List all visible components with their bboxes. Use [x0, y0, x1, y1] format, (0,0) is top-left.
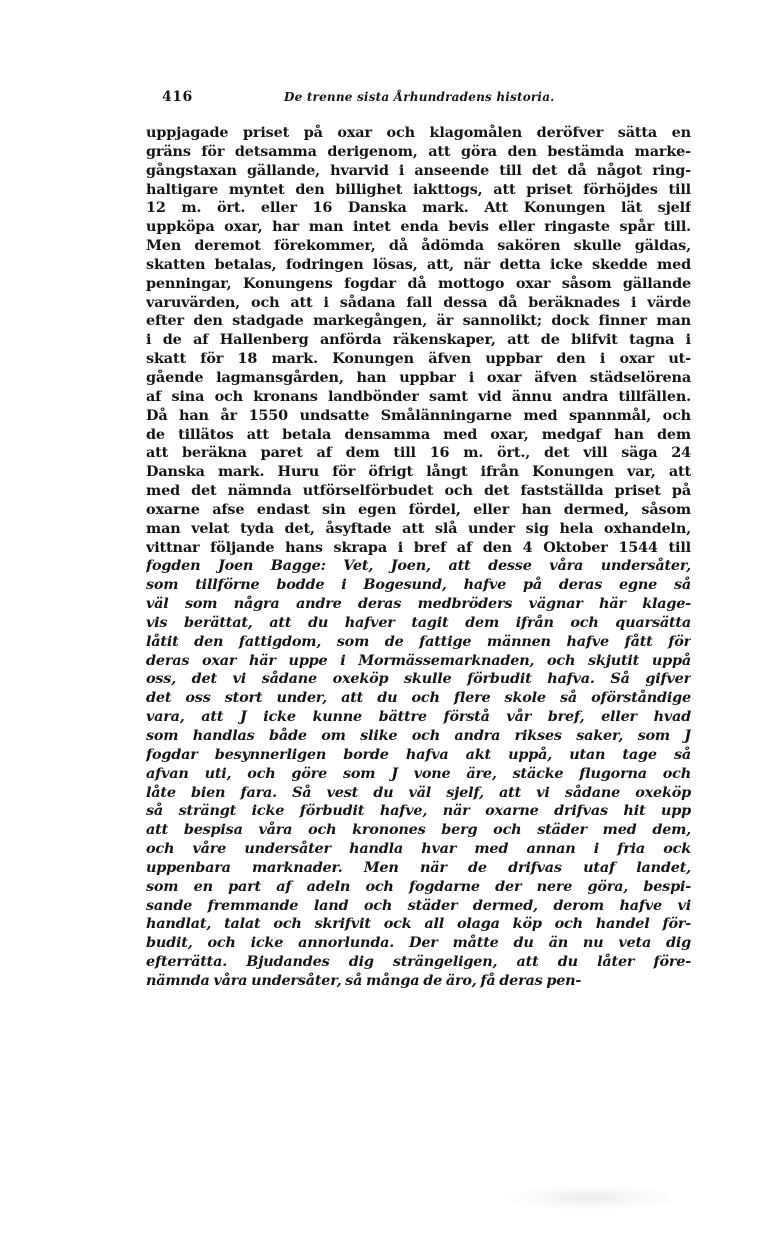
- text-line: vara, att J icke kunne bättre förstå vår bref, eller hvad: [146, 708, 691, 726]
- text-line: med det nämnda utförselförbudet och det fastställda priset på: [146, 482, 691, 500]
- text-line: gångstaxan gällande, hvarvid i anseende till det då något ring-: [146, 161, 691, 179]
- running-head: [162, 89, 682, 111]
- text-line: låte bien fara. Så vest du väl sjelf, att vi sådane oxeköp: [146, 783, 691, 801]
- text-line: skatt för 18 mark. Konungen äfven uppbar den i oxar ut-: [146, 350, 691, 368]
- text-line: efterrätta. Bjudandes dig strängeligen, att du låter före-: [146, 953, 691, 971]
- text-line: att beräkna paret af dem till 16 m. ört., det vill säga 24: [146, 444, 691, 462]
- text-line: väl som några andre deras medbröders vägnar här klage-: [146, 595, 691, 613]
- text-line: som handlas både om slike och andra rikses saker, som J: [146, 727, 691, 744]
- text-line: oss, det vi sådane oxeköp skulle förbudit hafva. Så gifver: [146, 670, 691, 688]
- running-title: De trenne sista Århundradens historia.: [284, 90, 555, 104]
- text-line: det oss stort under, att du och flere skole så oförståndige: [146, 689, 691, 707]
- text-line: handlat, talat och skrifvit ock all olaga köp och handel för-: [146, 915, 691, 933]
- text-line: låtit den fattigdom, som de fattige männen hafve fått för: [146, 632, 691, 650]
- text-line: afvan uti, och göre som J vone äre, stäcke flugorna och: [146, 764, 691, 782]
- text-line: uppenbara marknader. Men när de drifvas utaf landet,: [146, 858, 691, 876]
- text-line: nämnda våra undersåter, så många de äro, få deras pen-: [146, 971, 582, 989]
- text-line: 12 m. ört. eller 16 Danska mark. Att Konungen lät sjelf: [146, 199, 691, 217]
- text-line: uppjagade priset på oxar och klagomålen deröfver sätta en: [146, 124, 691, 141]
- text-line: deras oxar här uppe i Mormässemarknaden, och skjutit uppå: [146, 651, 691, 669]
- text-line: som tillförne bodde i Bogesund, hafve på deras egne så: [146, 576, 691, 594]
- paper-smudge: [505, 1185, 675, 1211]
- text-line: uppköpa oxar, har man intet enda bevis eller ringaste spår till.: [146, 218, 691, 236]
- text-line: vis berättat, att du hafver tagit dem ifrån och quarsätta: [146, 613, 691, 631]
- text-line: man velat tyda det, åsyftade att slå under sig hela oxhandeln,: [146, 519, 691, 537]
- text-line: och våre undersåter handla hvar med annan i fria ock: [146, 840, 691, 858]
- text-line: efter den stadgade markegången, är sannolikt; dock finner man: [146, 312, 691, 330]
- text-line: penningar, Konungens fogdar då mottogo oxar såsom gällande: [146, 274, 691, 292]
- text-line: som en part af adeln och fogdarne der nere göra, bespi-: [146, 877, 691, 895]
- text-line: att bespisa våra och kronones berg och städer med dem,: [146, 821, 691, 839]
- text-line: Då han år 1550 undsatte Smålänningarne med spannmål, och: [146, 406, 691, 424]
- text-line: af sina och kronans landbönder samt vid ännu andra tillfällen.: [146, 387, 691, 405]
- text-line: så strängt icke förbudit hafve, när oxarne drifvas hit upp: [146, 802, 691, 820]
- text-line: i de af Hallenberg anförda räkenskaper, att de blifvit tagna i: [146, 331, 691, 349]
- text-line: budit, och icke annorlunda. Der måtte du än nu veta dig: [146, 934, 691, 952]
- text-line: vittnar följande hans skrapa i bref af den 4 Oktober 1544 till: [146, 538, 691, 556]
- text-line: fogden Joen Bagge: Vet, Joen, att desse våra undersåter,: [146, 557, 691, 575]
- text-line: oxarne afse endast sin egen fördel, eller han dermed, såsom: [146, 500, 691, 518]
- text-line: Men deremot förekommer, då ådömda sakören skulle gäldas,: [146, 237, 691, 255]
- text-line: skatten betalas, fodringen lösas, att, när detta icke skedde med: [146, 255, 691, 273]
- text-line: fogdar besynnerligen borde hafva akt uppå, utan tage så: [146, 745, 691, 763]
- text-line: gräns för detsamma derigenom, att göra den bestämda marke-: [146, 142, 691, 160]
- text-line: varuvärden, och att i sådana fall dessa då beräknades i värde: [146, 293, 691, 311]
- page-number: 416: [162, 89, 193, 105]
- text-line: haltigare myntet den billighet iakttogs, att priset förhöjdes till: [146, 180, 691, 198]
- text-line: sande fremmande land och städer dermed, derom hafve vi: [146, 896, 691, 914]
- text-line: de tillätos att betala densamma med oxar, medgaf han dem: [146, 425, 691, 443]
- text-line: gående lagmansgården, han uppbar i oxar äfven städselörena: [146, 368, 691, 386]
- body-text: [146, 124, 691, 991]
- text-line: Danska mark. Huru för öfrigt långt ifrån Konungen var, att: [146, 463, 691, 481]
